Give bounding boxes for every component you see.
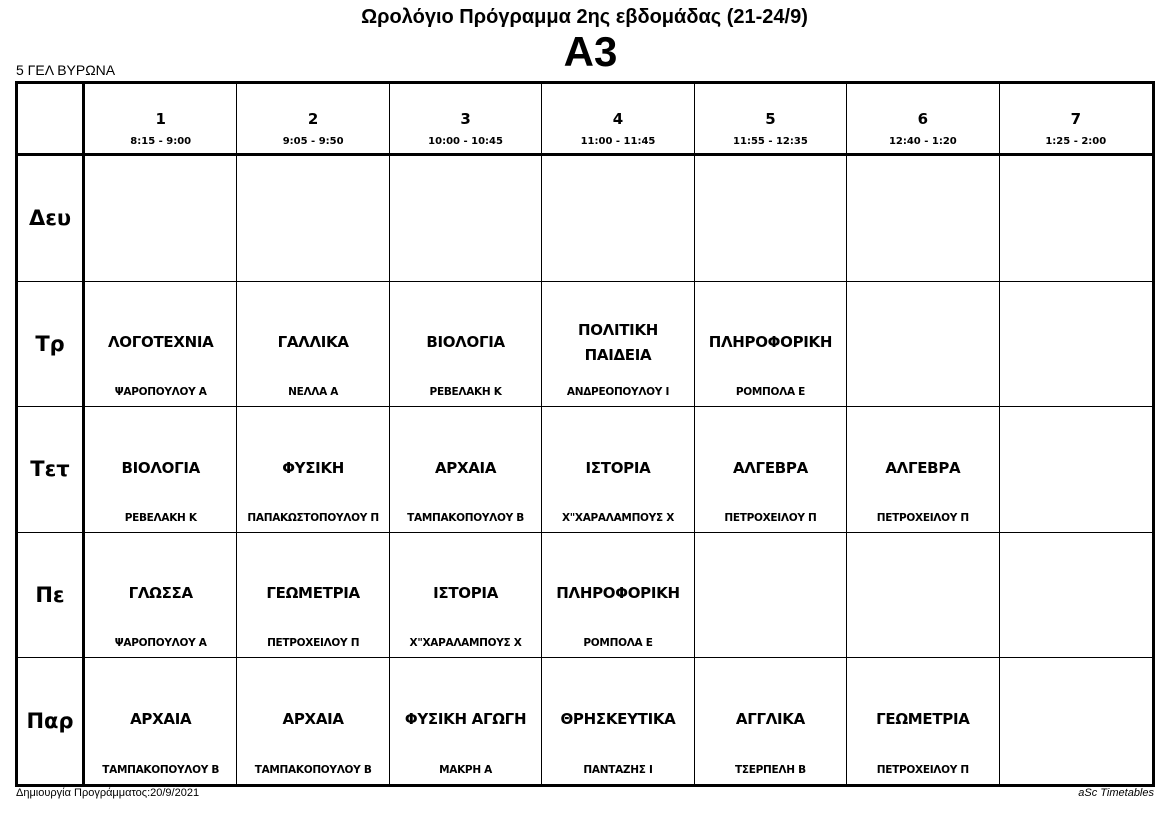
lesson-cell[interactable] <box>237 658 389 784</box>
period-header <box>1000 84 1152 156</box>
lesson-teacher: ΡΟΜΠΟΛΑ Ε <box>735 386 805 399</box>
lesson-subject: ΓΕΩΜΕΤΡΙΑ <box>876 709 970 728</box>
lesson-cell[interactable] <box>1000 282 1152 408</box>
lesson-teacher: ΠΑΝΤΑΖΗΣ Ι <box>583 763 653 776</box>
period-number: 1 <box>155 110 166 128</box>
day-label: Πε <box>35 583 65 608</box>
lesson-teacher: ΨΑΡΟΠΟΥΛΟΥ Α <box>114 386 207 399</box>
lesson-subject: ΛΟΓΟΤΕΧΝΙΑ <box>107 333 214 352</box>
lesson-cell[interactable] <box>542 658 694 784</box>
period-header <box>85 84 237 156</box>
period-time: 10:00 - 10:45 <box>428 136 503 147</box>
lesson-teacher: ΠΕΤΡΟΧΕΙΛΟΥ Π <box>267 637 360 650</box>
lesson-teacher: ΠΕΤΡΟΧΕΙΛΟΥ Π <box>876 511 969 524</box>
period-header <box>237 84 389 156</box>
lesson-cell[interactable] <box>85 282 237 408</box>
lesson-cell[interactable] <box>542 156 694 282</box>
day-header <box>18 407 85 533</box>
lesson-subject: ΦΥΣΙΚΗ ΑΓΩΓΗ <box>404 709 527 728</box>
lesson-cell[interactable] <box>847 533 999 659</box>
period-number: 5 <box>765 110 776 128</box>
period-header <box>390 84 542 156</box>
lesson-cell[interactable] <box>542 533 694 659</box>
day-header <box>18 156 85 282</box>
lesson-cell[interactable] <box>85 407 237 533</box>
lesson-cell[interactable] <box>85 533 237 659</box>
day-label: Τρ <box>35 331 65 356</box>
footer-brand: aSc Timetables <box>1078 787 1154 799</box>
school-name: 5 ΓΕΛ ΒΥΡΩΝΑ <box>16 62 116 78</box>
lesson-cell[interactable] <box>695 156 847 282</box>
lesson-cell[interactable] <box>1000 533 1152 659</box>
lesson-cell[interactable] <box>695 533 847 659</box>
lesson-teacher: Χ"ΧΑΡΑΛΑΜΠΟΥΣ Χ <box>561 511 675 524</box>
lesson-cell[interactable] <box>695 407 847 533</box>
period-time: 12:40 - 1:20 <box>888 136 957 147</box>
lesson-cell[interactable] <box>237 156 389 282</box>
lesson-cell[interactable] <box>847 658 999 784</box>
lesson-cell[interactable] <box>390 658 542 784</box>
lesson-teacher: ΤΣΕΡΠΕΛΗ Β <box>735 763 806 776</box>
lesson-subject: ΑΛΓΕΒΡΑ <box>885 458 961 477</box>
lesson-teacher: ΜΑΚΡΗ Α <box>439 763 492 776</box>
lesson-subject: ΓΛΩΣΣΑ <box>128 584 193 603</box>
lesson-cell[interactable] <box>237 407 389 533</box>
lesson-cell[interactable] <box>1000 156 1152 282</box>
lesson-cell[interactable] <box>85 156 237 282</box>
lesson-cell[interactable] <box>1000 407 1152 533</box>
period-number: 3 <box>460 110 471 128</box>
timetable-grid <box>15 81 1155 787</box>
lesson-teacher: ΤΑΜΠΑΚΟΠΟΥΛΟΥ Β <box>254 763 372 776</box>
period-time: 11:55 - 12:35 <box>733 136 808 147</box>
lesson-subject: ΒΙΟΛΟΓΙΑ <box>121 458 200 477</box>
period-number: 6 <box>917 110 929 128</box>
lesson-cell[interactable] <box>847 282 999 408</box>
lesson-subject: ΑΛΓΕΒΡΑ <box>732 458 808 477</box>
lesson-cell[interactable] <box>847 156 999 282</box>
lesson-subject: ΒΙΟΛΟΓΙΑ <box>426 333 505 352</box>
day-header <box>18 658 85 784</box>
lesson-teacher: ΠΕΤΡΟΧΕΙΛΟΥ Π <box>876 763 969 776</box>
lesson-teacher: ΠΑΠΑΚΩΣΤΟΠΟΥΛΟΥ Π <box>247 511 379 524</box>
footer-created-date: Δημιουργία Προγράμματος:20/9/2021 <box>16 787 200 799</box>
period-header <box>695 84 847 156</box>
lesson-cell[interactable] <box>1000 658 1152 784</box>
corner-cell <box>18 84 85 156</box>
lesson-subject: ΓΑΛΛΙΚΑ <box>277 333 349 352</box>
lesson-cell[interactable] <box>542 282 694 408</box>
day-label: Παρ <box>26 709 74 734</box>
lesson-subject: ΙΣΤΟΡΙΑ <box>585 458 651 477</box>
day-header <box>18 533 85 659</box>
lesson-teacher: ΡΟΜΠΟΛΑ Ε <box>583 637 653 650</box>
period-time: 9:05 - 9:50 <box>282 136 344 147</box>
lesson-teacher: ΤΑΜΠΑΚΟΠΟΥΛΟΥ Β <box>407 511 524 524</box>
day-label: Δευ <box>28 206 72 231</box>
document-title: Ωρολόγιο Πρόγραμμα 2ης εβδομάδας (21-24/9) <box>361 6 808 28</box>
lesson-cell[interactable] <box>390 533 542 659</box>
day-label: Τετ <box>30 457 70 482</box>
lesson-subject: ΑΡΧΑΙΑ <box>282 709 344 728</box>
lesson-teacher: Χ"ΧΑΡΑΛΑΜΠΟΥΣ Χ <box>409 637 522 650</box>
lesson-subject: ΠΛΗΡΟΦΟΡΙΚΗ <box>708 333 833 352</box>
lesson-teacher: ΤΑΜΠΑΚΟΠΟΥΛΟΥ Β <box>102 763 220 776</box>
lesson-subject: ΠΟΛΙΤΙΚΗ ΠΑΙΔΕΙΑ <box>577 320 659 364</box>
lesson-subject: ΑΓΓΛΙΚΑ <box>735 709 805 728</box>
lesson-teacher: ΡΕΒΕΛΑΚΗ Κ <box>124 511 197 524</box>
class-name: Α3 <box>563 28 618 75</box>
lesson-cell[interactable] <box>390 156 542 282</box>
lesson-teacher: ΨΑΡΟΠΟΥΛΟΥ Α <box>114 637 207 650</box>
period-number: 7 <box>1070 110 1081 128</box>
lesson-cell[interactable] <box>695 658 847 784</box>
lesson-subject: ΠΛΗΡΟΦΟΡΙΚΗ <box>556 584 680 603</box>
period-number: 2 <box>307 110 319 128</box>
lesson-cell[interactable] <box>695 282 847 408</box>
period-header <box>847 84 999 156</box>
lesson-cell[interactable] <box>390 282 542 408</box>
lesson-subject: ΓΕΩΜΕΤΡΙΑ <box>266 584 360 603</box>
lesson-subject: ΙΣΤΟΡΙΑ <box>433 584 499 603</box>
period-number: 4 <box>612 110 624 128</box>
lesson-teacher: ΑΝΔΡΕΟΠΟΥΛΟΥ Ι <box>566 386 670 399</box>
lesson-subject: ΑΡΧΑΙΑ <box>434 458 497 477</box>
period-time: 11:00 - 11:45 <box>580 136 656 147</box>
lesson-subject: ΦΥΣΙΚΗ <box>282 458 345 477</box>
lesson-teacher: ΠΕΤΡΟΧΕΙΛΟΥ Π <box>724 511 817 524</box>
lesson-cell[interactable] <box>85 658 237 784</box>
lesson-subject: ΑΡΧΑΙΑ <box>130 709 192 728</box>
lesson-cell[interactable] <box>542 407 694 533</box>
lesson-cell[interactable] <box>237 282 389 408</box>
lesson-cell[interactable] <box>847 407 999 533</box>
lesson-teacher: ΝΕΛΛΑ Α <box>288 386 339 399</box>
lesson-subject: ΘΡΗΣΚΕΥΤΙΚΑ <box>560 709 676 728</box>
lesson-cell[interactable] <box>390 407 542 533</box>
period-time: 1:25 - 2:00 <box>1045 136 1107 147</box>
lesson-cell[interactable] <box>237 533 389 659</box>
period-header <box>542 84 694 156</box>
period-time: 8:15 - 9:00 <box>130 136 192 147</box>
lesson-teacher: ΡΕΒΕΛΑΚΗ Κ <box>429 386 502 399</box>
day-header <box>18 282 85 408</box>
